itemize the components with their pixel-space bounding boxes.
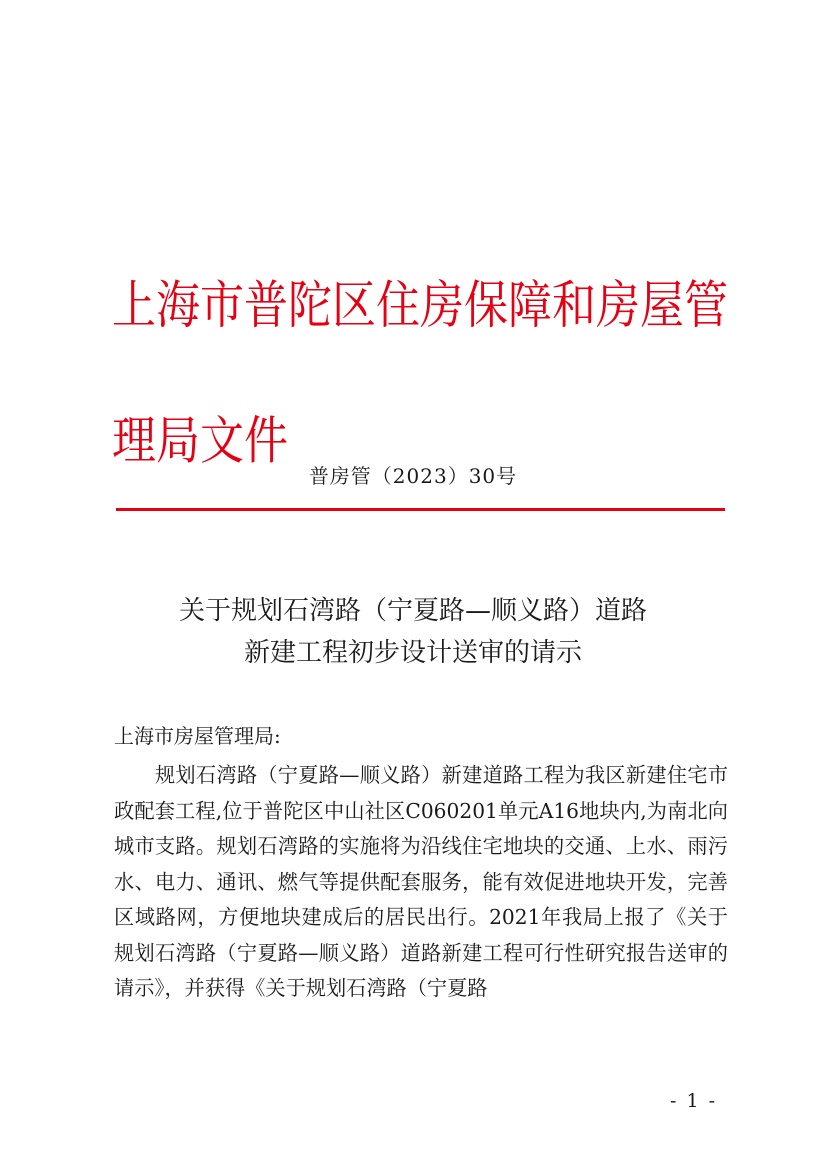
red-separator-line (116, 508, 725, 511)
addressee: 上海市房屋管理局: (114, 724, 281, 748)
subject-line-1: 关于规划石湾路（宁夏路—顺义路）道路 (178, 596, 647, 626)
page-number: - 1 - (670, 1090, 718, 1112)
issuer-title: 上海市普陀区住房保障和房屋管理局文件 (112, 275, 728, 472)
document-number: 普房管（2023）30号 (308, 464, 518, 488)
subject-line-2: 新建工程初步设计送审的请示 (243, 638, 582, 668)
document-subject (0, 590, 826, 674)
body-paragraph: 规划石湾路（宁夏路—顺义路）新建道路工程为我区新建住宅市政配套工程,位于普陀区中山社区C060201单元A16地块内,为南北向城市支路。规划石湾路的实施将为沿线住宅地块的交通、上水、雨污水、电力、通讯、燃气等提供配套服务，能有效促进地块开发，完善区域路网，方便地块建成后的居民出行。2021年我局上报了《关于规划石湾路（宁夏路—顺义路）道路新建工程可行性研究报告送审的请示》，并获得《关于规划石湾路（宁夏路 (114, 763, 728, 1000)
